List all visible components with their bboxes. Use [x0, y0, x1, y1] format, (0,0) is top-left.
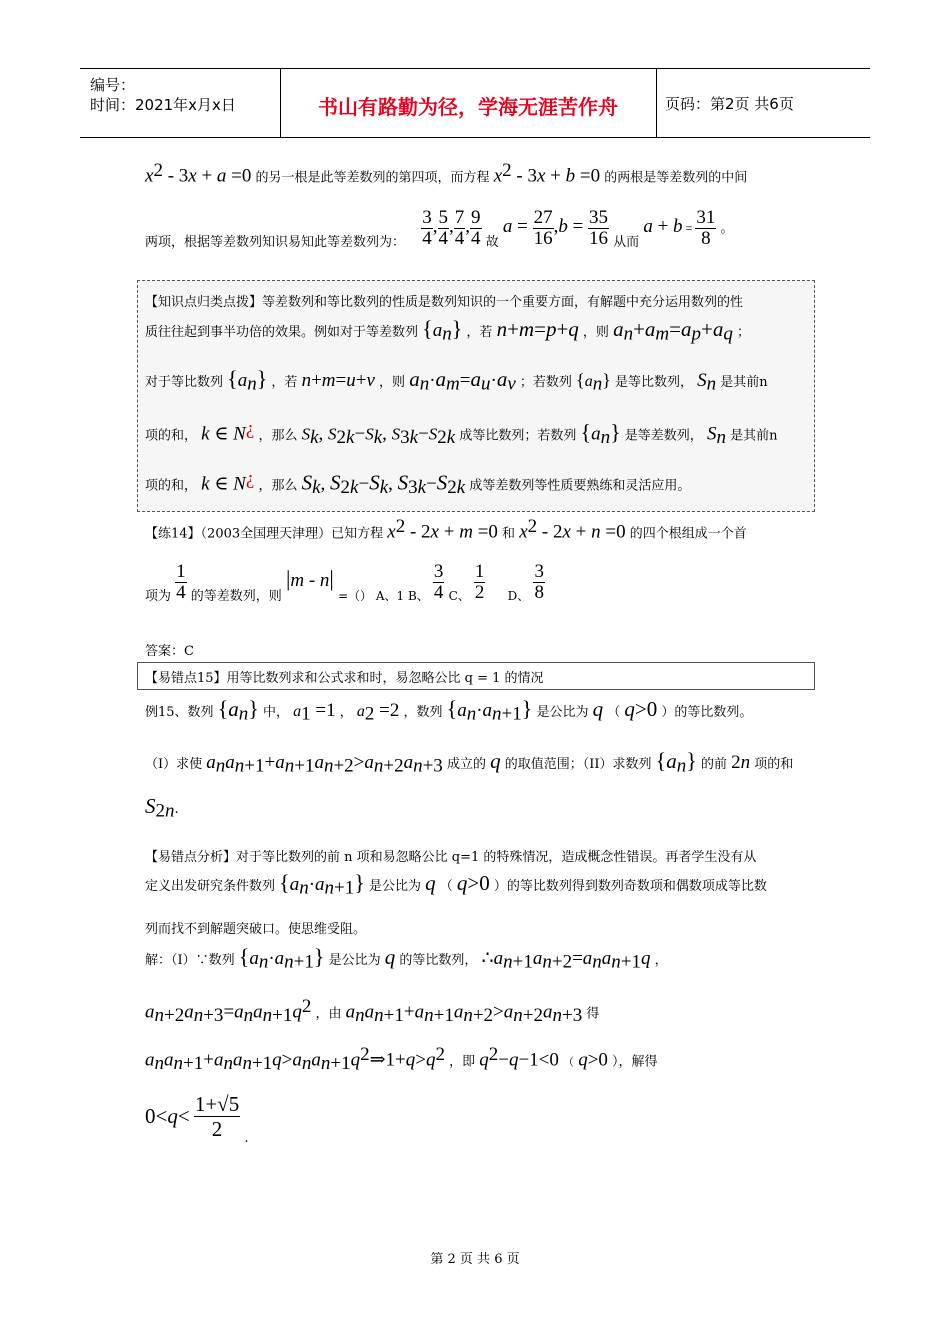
- text: ；若数列: [519, 375, 572, 390]
- document-time: 时间：2021年x月x日: [90, 96, 236, 114]
- text: 成等比数列；若数列: [459, 428, 577, 444]
- paragraph-line: 两项，根据等差数列知识易知此等差数列为： $\frac{3}{4}$ , $\frac{5}{4}$ , $\frac{7}{4}$ , $\frac{9}{4}$ 故 a = $\frac{27}{16}$ ,b = $\frac{35}{16}$ 从而 a + b = $\frac{31}{8}$ 。: [145, 207, 734, 250]
- text: 【易错点分析】对于等比数列的前 n 项和易忽略公比 q=1 的特殊情况，造成概念性错误。再者学生没有从: [145, 850, 757, 865]
- text: ，由: [315, 1006, 342, 1022]
- text: 。: [720, 221, 734, 236]
- text: 的等差数列，则: [190, 589, 282, 604]
- paragraph-line: $x^2 - 3x + a =0$ 的另一根是此等差数列的第四项，而方程 $x^2 - 3x + b =0$ 的两根是等差数列的中间: [145, 160, 748, 187]
- text: 对于等比数列: [145, 375, 224, 390]
- text: 定义出发研究条件数列: [145, 879, 276, 894]
- example-line: $S_{2n}$.: [145, 794, 179, 822]
- text: ，: [339, 705, 353, 720]
- text: ，则: [582, 325, 609, 340]
- text: ，若: [466, 325, 493, 340]
- tip-line: 项的和， k ∈ N¿ ，那么 $S_k$, $S_{2k}-S_k$, $S_{3k}-S_{2k}$ 成等差数列等性质要熟练和灵活应用。: [145, 468, 691, 498]
- text: ，: [654, 953, 668, 968]
- text: .: [174, 802, 179, 817]
- text: 中，: [262, 705, 289, 720]
- page-footer: 第 2 页 共 6 页: [430, 1252, 520, 1267]
- text: 是其前n: [720, 375, 768, 390]
- text: 是公比为: [328, 953, 381, 968]
- analysis-line: 定义出发研究条件数列 $\{a_n\cdot a_{n+1}\}$ 是公比为 q （ q>0 ）的等比数列得到数列奇数项和偶数项成等比数: [145, 870, 767, 899]
- text: D、: [507, 589, 530, 603]
- header-divider: [656, 69, 657, 137]
- text: 得: [586, 1006, 600, 1022]
- text: 故: [485, 235, 499, 250]
- text: 是等比数列，: [614, 375, 693, 390]
- text: 从而: [613, 235, 640, 250]
- text: ；: [736, 325, 750, 340]
- tip-line: 项的和， k ∈ N¿ ，那么 $S_k$, $S_{2k}-S_k$, $S_{3k}-S_{2k}$ 成等比数列；若数列 $\{a_n\}$ 是等差数列， $S_n$ 是其前n: [145, 418, 778, 448]
- error-point-title: 【易错点15】用等比数列求和公式求和时，易忽略公比 q = 1 的情况: [145, 671, 544, 686]
- text: 是其前n: [730, 428, 778, 444]
- text: C、: [448, 589, 470, 603]
- text: 成等差数列等性质要熟练和灵活应用。: [469, 478, 691, 494]
- tip-line: 对于等比数列 $\{a_n\}$ ，若 n+m=u+v ，则 $a_n\cdot a_m=a_u\cdot a_v$ ；若数列 $\{a_n\}$ 是等比数列， $S_n$ 是其前n: [145, 366, 768, 395]
- text: 的等比数列，: [399, 953, 478, 968]
- text: 两项，根据等差数列知识易知此等差数列为：: [145, 235, 406, 250]
- text: 项的和，: [145, 478, 198, 494]
- text: 【练14】（2003全国理天津理）已知方程: [145, 526, 384, 542]
- text: ，即: [449, 1054, 476, 1070]
- text: 和: [502, 526, 516, 542]
- text: 的前: [700, 757, 727, 772]
- example-line: （I）求使 $a_na_{n+1}+a_{n+1}a_{n+2}>a_{n+2}a_{n+3}$ 成立的 q 的取值范围；（II）求数列 $\{a_n\}$ 的前 2n 项的和: [145, 748, 794, 777]
- text: 的取值范围；（II）求数列: [504, 757, 652, 772]
- analysis-line: [145, 918, 810, 937]
- page-header: [80, 68, 870, 138]
- text: 解：（I）∵数列: [145, 953, 235, 968]
- text: 质往往起到事半功倍的效果。例如对于等差数列: [145, 325, 419, 340]
- text: 成立的: [446, 757, 486, 772]
- text: 的另一根是此等差数列的第四项，而方程: [255, 170, 490, 186]
- text: 例15、数列: [145, 705, 214, 720]
- text: ）的等比数列得到数列奇数项和偶数项成等比数: [493, 879, 767, 894]
- text: 的四个根组成一个首: [629, 526, 747, 542]
- text: ，那么: [258, 478, 298, 494]
- analysis-line: [145, 846, 810, 865]
- text: 项的和: [754, 757, 794, 772]
- text: 项为: [145, 589, 172, 604]
- solution-line: $a_na_{n+1}+a_na_{n+1}q>a_na_{n+1}q^2\Rightarrow 1+q>q^2$ ，即 $q^2-q-1<0$ （ q>0 ），解得: [145, 1044, 658, 1074]
- text: ，则: [379, 375, 406, 390]
- text: ，数列: [403, 705, 443, 720]
- solution-line: 解：（I）∵数列 $\{a_n\cdot a_{n+1}\}$ 是公比为 q 的等比数列， $\therefore a_{n+1}a_{n+2}=a_na_{n+1}q$ ，: [145, 944, 668, 973]
- text: =（） A、1 B、: [337, 589, 429, 603]
- text: 的两根是等差数列的中间: [604, 170, 748, 186]
- text: ），解得: [612, 1054, 658, 1070]
- header-motto: 书山有路勤为径，学海无涯苦作舟: [318, 95, 618, 119]
- text: .: [244, 1131, 249, 1146]
- text: 是等差数列，: [624, 428, 703, 444]
- exercise-line: 项为 $\frac{1}{4}$ 的等差数列，则 |m - n| =（） A、1 B、 $\frac{3}{4}$ C、 $\frac{1}{2}$ D、 $\frac{3}{8}$: [145, 561, 544, 604]
- text: 是公比为: [368, 879, 421, 894]
- solution-line: 0<q< $\frac{1+√5}{2}$ .: [145, 1092, 249, 1146]
- text: （: [439, 879, 453, 894]
- text: ，若: [271, 375, 298, 390]
- text: 项的和，: [145, 428, 198, 444]
- example-line: 例15、数列 $\{a_n\}$ 中， $a_1 =1$ ， $a_2 =2$ ，数列 $\{a_n\cdot a_{n+1}\}$ 是公比为 q （ q>0 ）的等比数列。: [145, 696, 753, 725]
- text: ，那么: [258, 428, 298, 444]
- text: 是公比为: [536, 705, 589, 720]
- solution-line: $a_{n+2}a_{n+3}=a_na_{n+1}q^2$ ，由 $a_na_{n+1}+a_{n+1}a_{n+2}>a_{n+2}a_{n+3}$ 得: [145, 996, 600, 1026]
- text: （: [607, 705, 621, 720]
- tip-line: [145, 291, 810, 310]
- header-meta: [90, 75, 236, 115]
- tip-line: 质往往起到事半功倍的效果。例如对于等差数列 $\{a_n\}$ ，若 n+m=p+q ，则 $a_n+a_m=a_p+a_q$ ；: [145, 316, 750, 345]
- answer: 答案：C: [145, 644, 194, 659]
- exercise-line: 【练14】（2003全国理天津理）已知方程 $x^2 - 2x + m =0$ 和 $x^2 - 2x + n =0$ 的四个根组成一个首: [145, 516, 747, 543]
- text: （I）求使: [145, 757, 203, 772]
- document-number: 编号：: [90, 76, 136, 94]
- text: ）的等比数列。: [661, 705, 753, 720]
- text: （: [563, 1055, 575, 1069]
- text: 列而找不到解题突破口。使思维受阻。: [145, 922, 367, 937]
- text: 【知识点归类点拨】等差数列和等比数列的性质是数列知识的一个重要方面，有解题中充分运用数列的性: [145, 295, 744, 310]
- header-page-number: 页码：第2页 共6页: [665, 95, 794, 113]
